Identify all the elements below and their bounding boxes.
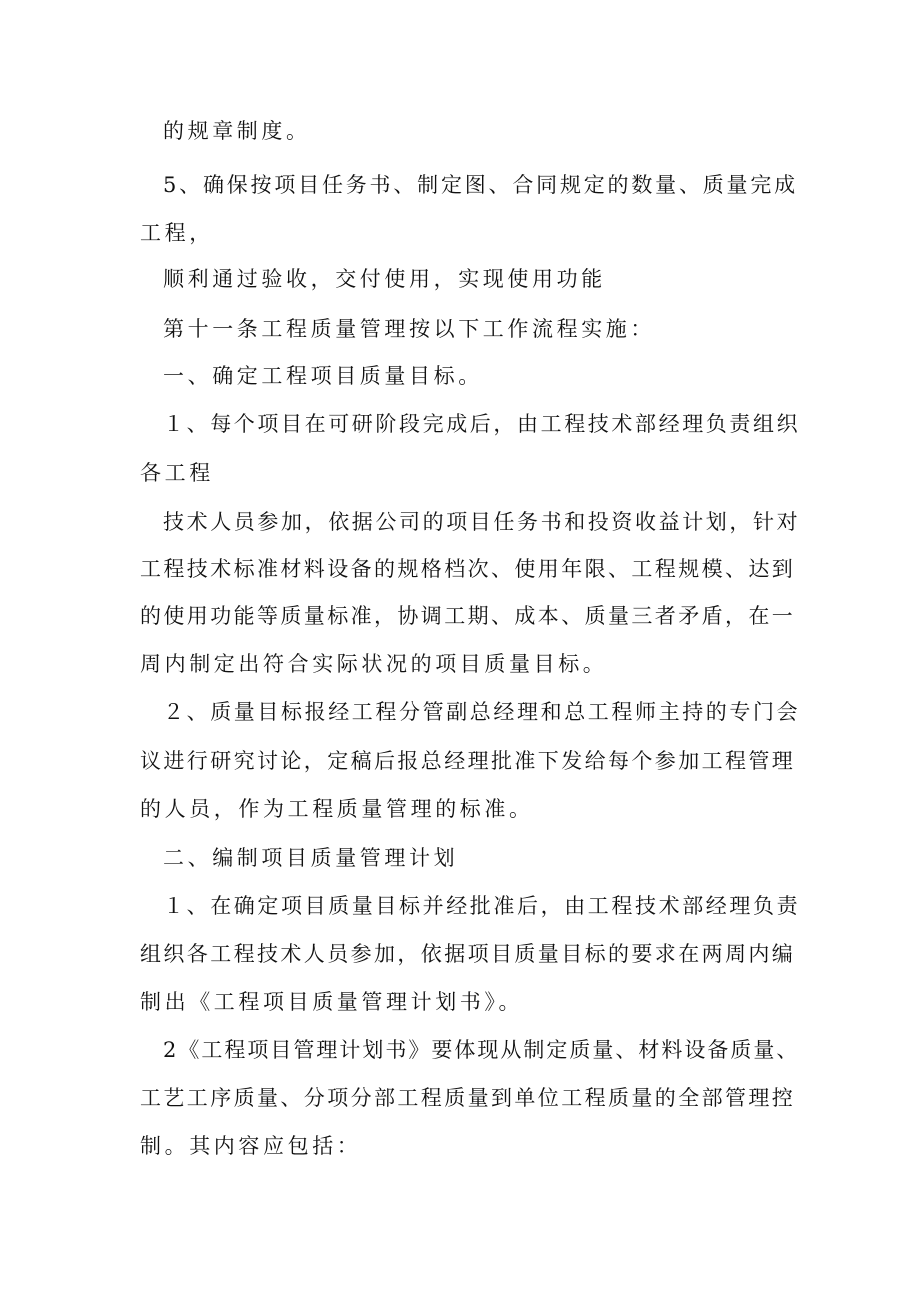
text-line-20: 2《工程项目管理计划书》要体现从制定质量、材料设备质量、 (163, 1038, 800, 1062)
text-line-22: 制。其内容应包括： (140, 1134, 362, 1158)
text-line-5: 第十一条工程质量管理按以下工作流程实施： (163, 317, 655, 341)
text-line-11: 的使用功能等质量标准，协调工期、成本、质量三者矛盾，在一 (140, 604, 796, 628)
text-line-9: 技术人员参加，依据公司的项目任务书和投资收益计划，针对 (163, 510, 801, 534)
text-line-17: １、在确定项目质量目标并经批准后，由工程技术部经理负责 (163, 894, 801, 918)
text-line-21: 工艺工序质量、分项分部工程质量到单位工程质量的全部管理控 (140, 1086, 796, 1110)
text-line-15: 的人员，作为工程质量管理的标准。 (140, 797, 534, 821)
text-line-12: 周内制定出符合实际状况的项目质量目标。 (140, 652, 608, 676)
text-line-4: 顺利通过验收，交付使用，实现使用功能 (163, 267, 606, 291)
text-line-19: 制出《工程项目质量管理计划书》。 (140, 990, 524, 1014)
text-line-18: 组织各工程技术人员参加，依据项目质量目标的要求在两周内编 (140, 942, 796, 966)
text-line-1: 的规章制度。 (163, 119, 311, 143)
text-line-8: 各工程 (140, 461, 214, 485)
text-line-3: 工程， (140, 221, 214, 245)
text-line-6: 一、确定工程项目质量目标。 (163, 364, 483, 388)
text-line-16: 二、编制项目质量管理计划 (163, 846, 459, 870)
text-line-14: 议进行研究讨论，定稿后报总经理批准下发给每个参加工程管理 (140, 749, 796, 773)
text-line-13: ２、质量目标报经工程分管副总经理和总工程师主持的专门会 (163, 700, 801, 724)
text-line-7: １、每个项目在可研阶段完成后，由工程技术部经理负责组织 (163, 412, 801, 436)
text-line-10: 工程技术标准材料设备的规格档次、使用年限、工程规模、达到 (140, 557, 796, 581)
text-line-2: 5、确保按项目任务书、制定图、合同规定的数量、质量完成 (163, 173, 798, 197)
